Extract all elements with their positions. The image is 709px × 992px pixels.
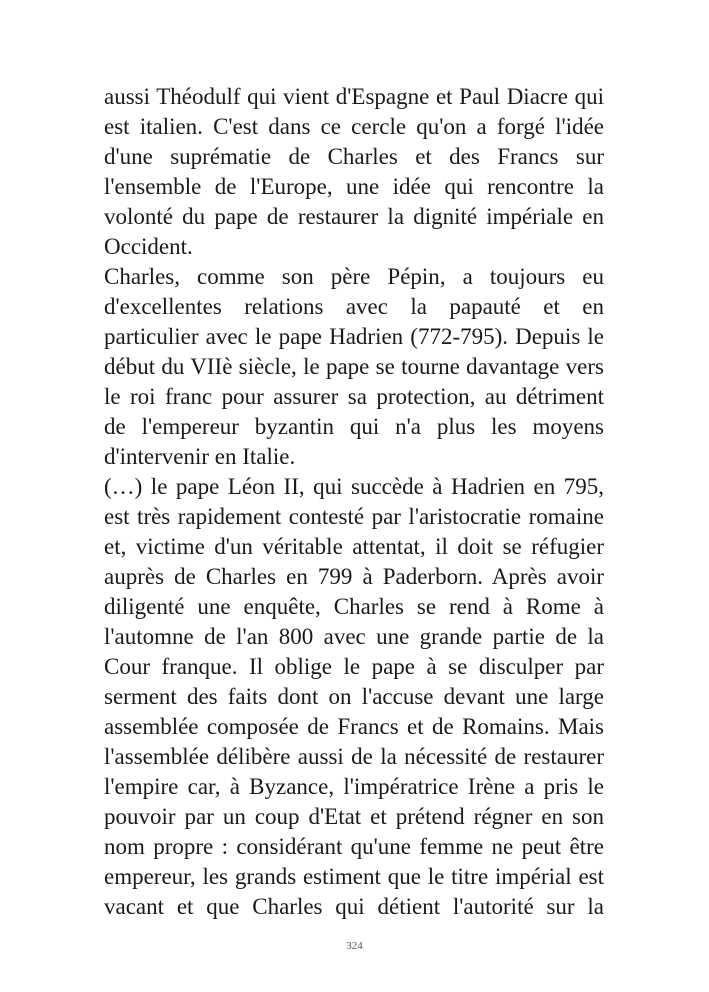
text-line: diligenté une enquête, Charles se rend à Rome à [104, 594, 604, 619]
text-line: Cour franque. Il oblige le pape à se disculper par [104, 654, 604, 679]
paragraph-2 [104, 262, 604, 472]
body-text [104, 82, 604, 922]
text-line: nom propre : considérant qu'une femme ne peut être [104, 834, 604, 859]
text-line: d'une suprématie de Charles et des Francs sur [104, 144, 604, 169]
text-line: d'intervenir en Italie. [104, 444, 296, 469]
text-line: volonté du pape de restaurer la dignité impériale en [104, 204, 604, 229]
text-line: Occident. [104, 234, 193, 259]
text-line: de l'empereur byzantin qui n'a plus les moyens [104, 414, 604, 439]
text-line: auprès de Charles en 799 à Paderborn. Après avoir [104, 564, 604, 589]
text-line: assemblée composée de Francs et de Romains. Mais [104, 714, 604, 739]
text-line: l'empire car, à Byzance, l'impératrice Irène a pris le [104, 774, 604, 799]
text-line: particulier avec le pape Hadrien (772-795). Depuis le [104, 324, 604, 349]
text-line: Charles, comme son père Pépin, a toujours eu [104, 264, 604, 289]
text-line: l'automne de l'an 800 avec une grande partie de la [104, 624, 604, 649]
text-line: empereur, les grands estiment que le titre impérial est [104, 864, 604, 889]
text-line: l'ensemble de l'Europe, une idée qui rencontre la [104, 174, 604, 199]
text-line: est italien. C'est dans ce cercle qu'on a forgé l'idée [104, 114, 604, 139]
text-line: début du VIIè siècle, le pape se tourne davantage vers [104, 354, 604, 379]
page-number: 324 [346, 940, 363, 952]
text-line: vacant et que Charles qui détient l'autorité sur la [104, 894, 604, 919]
text-line: pouvoir par un coup d'Etat et prétend régner en son [104, 804, 604, 829]
text-line: le roi franc pour assurer sa protection, au détriment [104, 384, 604, 409]
text-line: (…) le pape Léon II, qui succède à Hadrien en 795, [104, 474, 604, 499]
text-line: serment des faits dont on l'accuse devant une large [104, 684, 604, 709]
paragraph-1 [104, 82, 604, 262]
text-line: est très rapidement contesté par l'aristocratie romaine [104, 504, 604, 529]
paragraph-3 [104, 472, 604, 922]
text-line: et, victime d'un véritable attentat, il doit se réfugier [104, 534, 604, 559]
text-line: d'excellentes relations avec la papauté et en [104, 294, 604, 319]
text-line: l'assemblée délibère aussi de la nécessité de restaurer [104, 744, 604, 769]
text-line: aussi Théodulf qui vient d'Espagne et Paul Diacre qui [104, 84, 604, 109]
